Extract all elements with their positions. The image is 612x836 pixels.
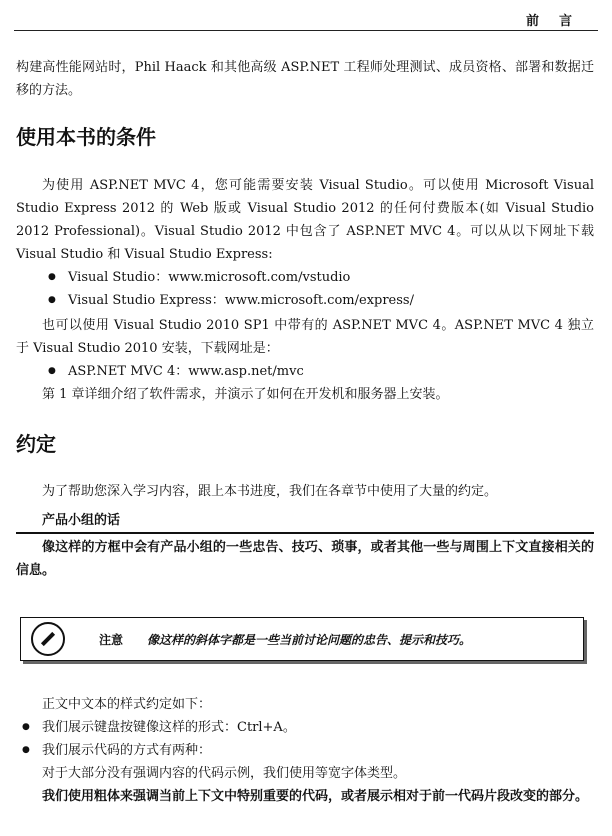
section-heading-conventions: 约定 bbox=[16, 432, 56, 456]
header-title: 前言 bbox=[525, 14, 592, 29]
conventions-paragraph-1: 为了帮助您深入学习内容，跟上本书进度，我们在各章节中使用了大量的约定。 bbox=[42, 484, 498, 499]
requirements-bullets-1 bbox=[42, 266, 582, 312]
list-item: ● ASP.NET MVC 4：www.asp.net/mvc bbox=[42, 360, 582, 383]
sidebar-title: 产品小组的话 bbox=[42, 513, 121, 528]
code-style-plain: 对于大部分没有强调内容的代码示例，我们使用等宽字体类型。 bbox=[42, 766, 407, 781]
note-label: 注意 bbox=[99, 633, 124, 647]
sidebar-text: 像这样的方框中会有产品小组的一些忠告、技巧、琐事，或者其他一些与周围上下文直接相关的信息。 bbox=[16, 540, 594, 578]
section-heading-requirements: 使用本书的条件 bbox=[16, 125, 156, 149]
code-style-bold: 我们使用粗体来强调当前上下文中特别重要的代码，或者展示相对于前一代码片段改变的部分。 bbox=[42, 789, 589, 804]
list-item: ● Visual Studio Express：www.microsoft.com/express/ bbox=[42, 289, 582, 312]
product-team-sidebar bbox=[16, 510, 594, 582]
conventions-paragraph-2: 正文中文本的样式约定如下： bbox=[42, 697, 212, 712]
page-header bbox=[14, 8, 598, 31]
requirements-bullets-2 bbox=[42, 360, 582, 383]
note-text: 像这样的斜体字都是一些当前讨论问题的忠告、提示和技巧。 bbox=[147, 633, 472, 647]
conventions-bullets bbox=[16, 716, 594, 762]
note-box bbox=[20, 617, 584, 661]
pencil-icon bbox=[31, 622, 65, 656]
list-item: ● 我们展示键盘按键像这样的形式：Ctrl+A。 bbox=[16, 716, 594, 739]
list-item: ● Visual Studio：www.microsoft.com/vstudio bbox=[42, 266, 582, 289]
requirements-paragraph-1: 为使用 ASP.NET MVC 4，您可能需要安装 Visual Studio。可以使用 Microsoft Visual Studio Express 2012 的 Web 版或 Visual Studio 2012 的任何付费版本(如 Visual Studio 2012 Professional)。Visual Studio 2012 中包含了 ASP.NET MVC 4。可以从以下网址下载 Visual Studio 和 Visual Studio Express: bbox=[16, 178, 594, 262]
requirements-paragraph-3: 第 1 章详细介绍了软件需求，并演示了如何在开发机和服务器上安装。 bbox=[42, 387, 449, 402]
list-item: ● 我们展示代码的方式有两种： bbox=[16, 739, 594, 762]
sidebar-top-rule bbox=[16, 532, 594, 534]
requirements-paragraph-2: 也可以使用 Visual Studio 2010 SP1 中带有的 ASP.NET MVC 4。ASP.NET MVC 4 独立于 Visual Studio 2010 安装，下载网址是： bbox=[16, 318, 594, 356]
intro-paragraph: 构建高性能网站时，Phil Haack 和其他高级 ASP.NET 工程师处理测试、成员资格、部署和数据迁移的方法。 bbox=[16, 60, 594, 98]
